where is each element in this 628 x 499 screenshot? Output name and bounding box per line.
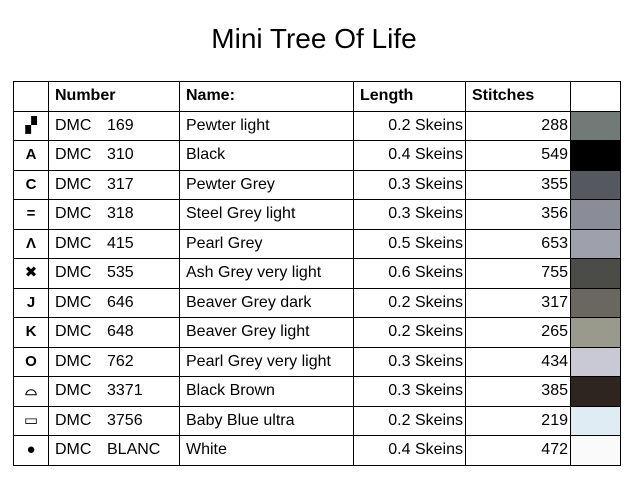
brand-label: DMC: [55, 323, 92, 341]
stitches-value: 317: [466, 288, 571, 318]
brand-label: DMC: [55, 175, 92, 193]
swatch-cell: [571, 377, 621, 407]
color-name: Beaver Grey dark: [180, 288, 354, 318]
swatch-cell: [571, 288, 621, 318]
color-name: Beaver Grey light: [180, 318, 354, 348]
stitches-value: 472: [466, 436, 571, 466]
color-code: 415: [107, 234, 134, 252]
stitches-value: 385: [466, 377, 571, 407]
header-name: Name:: [180, 82, 354, 112]
color-code: 3371: [107, 382, 143, 400]
brand-label: DMC: [55, 116, 92, 134]
length-value: 0.4 Skeins: [354, 436, 466, 466]
letter-c-icon: C: [25, 175, 37, 193]
color-code: 310: [107, 146, 134, 164]
swatch-cell: [571, 318, 621, 348]
length-value: 0.3 Skeins: [354, 200, 466, 230]
length-value: 0.2 Skeins: [354, 318, 466, 348]
swatch-cell: [571, 200, 621, 230]
stitches-value: 434: [466, 347, 571, 377]
number-cell: [49, 170, 180, 200]
stitches-value: 356: [466, 200, 571, 230]
symbol-cell: [14, 111, 49, 141]
symbol-cell: [14, 170, 49, 200]
swatch-cell: [571, 406, 621, 436]
table-row: [14, 436, 621, 466]
color-name: Ash Grey very light: [180, 259, 354, 289]
table-row: [14, 377, 621, 407]
header-number: Number: [49, 82, 180, 112]
brand-label: DMC: [55, 205, 92, 223]
color-swatch: [571, 112, 620, 141]
swatch-cell: [571, 229, 621, 259]
length-value: 0.3 Skeins: [354, 170, 466, 200]
brand-label: DMC: [55, 411, 92, 429]
color-name: Pewter light: [180, 111, 354, 141]
table-row: [14, 200, 621, 230]
small-checker-icon: ▞: [25, 116, 37, 134]
symbol-cell: [14, 141, 49, 171]
swatch-cell: [571, 141, 621, 171]
stitches-value: 755: [466, 259, 571, 289]
brand-label: DMC: [55, 352, 92, 370]
length-value: 0.3 Skeins: [354, 347, 466, 377]
color-name: White: [180, 436, 354, 466]
brand-label: DMC: [55, 293, 92, 311]
table-row: [14, 259, 621, 289]
color-code: 648: [107, 323, 134, 341]
color-name: Steel Grey light: [180, 200, 354, 230]
length-value: 0.2 Skeins: [354, 111, 466, 141]
stitches-value: 265: [466, 318, 571, 348]
stitches-value: 549: [466, 141, 571, 171]
brand-label: DMC: [55, 441, 92, 459]
lambda-icon: Λ: [25, 234, 36, 252]
color-swatch: [571, 171, 620, 200]
letter-j-icon: J: [26, 293, 36, 311]
color-swatch: [571, 407, 620, 436]
letter-k-icon: K: [25, 323, 37, 341]
brand-label: DMC: [55, 264, 92, 282]
letter-a-icon: A: [25, 146, 37, 164]
length-value: 0.2 Skeins: [354, 406, 466, 436]
number-cell: [49, 259, 180, 289]
number-cell: [49, 377, 180, 407]
table-row: [14, 229, 621, 259]
color-name: Black: [180, 141, 354, 171]
length-value: 0.4 Skeins: [354, 141, 466, 171]
header-color: [571, 82, 621, 112]
swatch-cell: [571, 111, 621, 141]
page-title: Mini Tree Of Life: [211, 23, 417, 54]
number-cell: [49, 111, 180, 141]
stitches-value: 219: [466, 406, 571, 436]
symbol-cell: [14, 347, 49, 377]
color-name: Pearl Grey very light: [180, 347, 354, 377]
number-cell: [49, 436, 180, 466]
length-value: 0.2 Skeins: [354, 288, 466, 318]
number-cell: [49, 200, 180, 230]
swatch-cell: [571, 347, 621, 377]
color-swatch: [571, 318, 620, 347]
table-body: [14, 111, 621, 465]
color-code: 3756: [107, 411, 143, 429]
symbol-cell: [14, 259, 49, 289]
color-code: 646: [107, 293, 134, 311]
table-row: [14, 170, 621, 200]
color-code: 535: [107, 264, 134, 282]
number-cell: [49, 141, 180, 171]
symbol-cell: [14, 318, 49, 348]
header-stitches: Stitches: [466, 82, 571, 112]
brand-label: DMC: [55, 234, 92, 252]
color-swatch: [571, 141, 620, 170]
color-code: 317: [107, 175, 134, 193]
swatch-cell: [571, 170, 621, 200]
color-swatch: [571, 348, 620, 377]
color-name: Black Brown: [180, 377, 354, 407]
color-swatch: [571, 200, 620, 229]
letter-o-icon: O: [25, 352, 37, 370]
header-row: [14, 82, 621, 112]
color-name: Baby Blue ultra: [180, 406, 354, 436]
header-symbol: [14, 82, 49, 112]
number-cell: [49, 318, 180, 348]
table-row: [14, 141, 621, 171]
table-row: [14, 347, 621, 377]
table-row: [14, 318, 621, 348]
color-swatch: [571, 230, 620, 259]
number-cell: [49, 288, 180, 318]
header-length: Length: [354, 82, 466, 112]
table-row: [14, 111, 621, 141]
heavy-x-icon: ✖: [24, 264, 38, 282]
color-swatch: [571, 436, 620, 465]
rectangle-icon: ▭: [23, 411, 39, 429]
length-value: 0.5 Skeins: [354, 229, 466, 259]
stitches-value: 355: [466, 170, 571, 200]
color-code: 318: [107, 205, 134, 223]
symbol-cell: [14, 229, 49, 259]
color-swatch: [571, 377, 620, 406]
brand-label: DMC: [55, 382, 92, 400]
color-code: BLANC: [107, 441, 161, 459]
color-swatch: [571, 289, 620, 318]
color-code: 169: [107, 116, 134, 134]
stitches-value: 653: [466, 229, 571, 259]
symbol-cell: [14, 377, 49, 407]
number-cell: [49, 406, 180, 436]
number-cell: [49, 229, 180, 259]
symbol-cell: [14, 406, 49, 436]
number-cell: [49, 347, 180, 377]
symbol-cell: [14, 200, 49, 230]
swatch-cell: [571, 259, 621, 289]
color-swatch: [571, 259, 620, 288]
symbol-cell: [14, 436, 49, 466]
color-name: Pearl Grey: [180, 229, 354, 259]
stitches-value: 288: [466, 111, 571, 141]
arc-dot-icon: ⌓: [25, 382, 37, 400]
brand-label: DMC: [55, 146, 92, 164]
table-row: [14, 288, 621, 318]
color-name: Pewter Grey: [180, 170, 354, 200]
filled-circle-icon: ●: [26, 441, 36, 459]
color-code: 762: [107, 352, 134, 370]
swatch-cell: [571, 436, 621, 466]
table-row: [14, 406, 621, 436]
length-value: 0.3 Skeins: [354, 377, 466, 407]
length-value: 0.6 Skeins: [354, 259, 466, 289]
symbol-cell: [14, 288, 49, 318]
floss-table: [13, 81, 621, 466]
equals-icon: =: [26, 205, 36, 223]
